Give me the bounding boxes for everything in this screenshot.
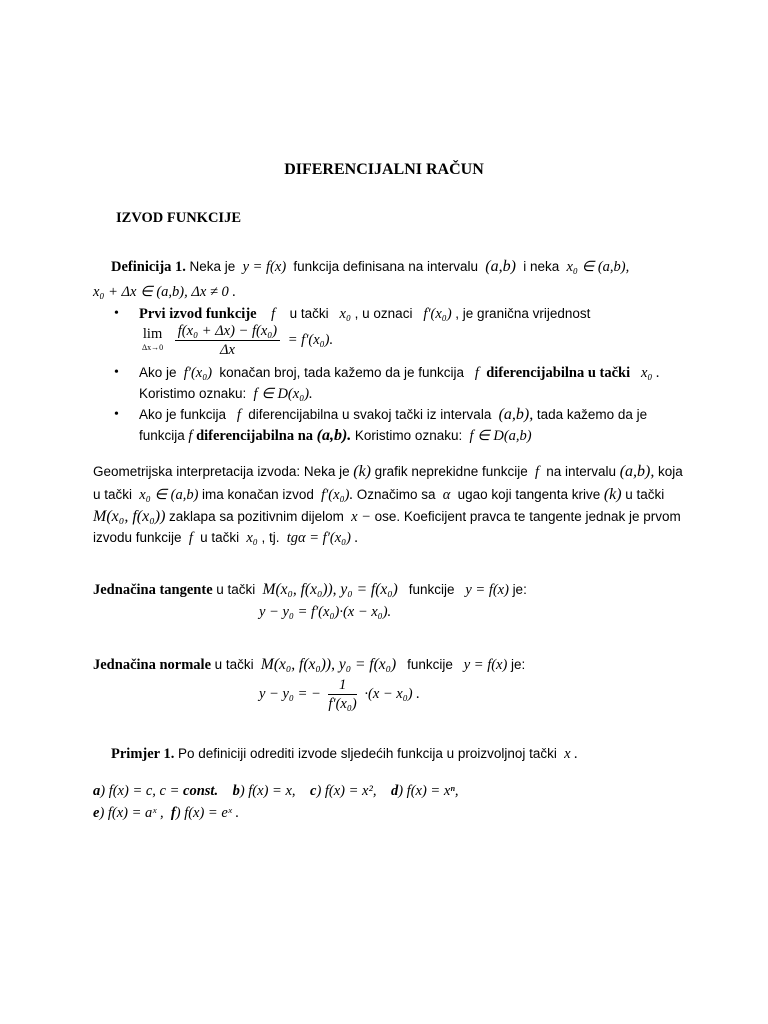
text: , tj. <box>261 530 280 545</box>
text: funkcije <box>408 582 455 597</box>
bold-text: Jednačina tangente <box>93 582 213 598</box>
math: f <box>534 464 540 480</box>
math: (k) <box>353 463 372 480</box>
math: (k) <box>603 486 622 503</box>
math: y = f(x) <box>463 657 508 673</box>
lim-subscript: Δx→0 <box>142 342 164 352</box>
math: y − y₀ = − <box>259 685 321 702</box>
bullet-3-line-1 <box>139 405 647 425</box>
text: ugao koji tangenta krive <box>457 487 601 502</box>
text: je: <box>510 657 526 672</box>
math: (a,b) <box>485 258 516 275</box>
math: f <box>271 306 276 322</box>
text: funkcija <box>139 428 185 443</box>
text: Neka je <box>189 259 236 274</box>
limit-formula <box>142 322 333 359</box>
math: x₀ . <box>641 365 660 381</box>
math: f ∈ D(a,b) <box>469 428 532 444</box>
task-expression: ) f(x) = eˣ . <box>175 805 240 821</box>
task-expression: ) f(x) = c, c = <box>100 783 184 799</box>
text: diferencijabilna u svakoj tački iz intervala <box>248 407 492 422</box>
math: M(x₀, f(x₀)), y₀ = f(x₀) <box>262 581 398 598</box>
task-label: b <box>232 783 240 799</box>
text: funkcija definisana na intervalu <box>293 259 479 274</box>
math: α <box>442 487 451 503</box>
geometry-line-1 <box>93 462 683 482</box>
task-label: a <box>93 783 101 799</box>
task-expression: const. <box>183 783 219 799</box>
bullet-icon: • <box>114 365 119 380</box>
text: Ako je funkcija <box>139 407 227 422</box>
task-expression: ) f(x) = aˣ , <box>99 805 164 821</box>
task-label: d <box>390 783 399 799</box>
math: f′(x₀) <box>423 306 452 322</box>
math: f ∈ D(x₀). <box>253 386 313 402</box>
text: u tački <box>214 657 254 672</box>
geometry-line-3 <box>93 507 681 527</box>
bullet-icon: • <box>114 407 119 422</box>
text: Po definiciji odrediti izvode sljedećih funkcija u proizvoljnoj tački <box>177 746 557 761</box>
page-title: DIFERENCIJALNI RAČUN <box>284 161 484 178</box>
task-label: e <box>93 805 100 821</box>
math: M(x₀, f(x₀)) <box>93 508 166 525</box>
text: zaklapa sa pozitivnim dijelom <box>169 509 344 524</box>
section-heading: IZVOD FUNKCIJE <box>116 210 241 226</box>
math: (a,b), <box>498 406 534 423</box>
bullet-2-line-1 <box>139 363 660 383</box>
text: Geometrijska interpretacija izvoda: Neka je <box>93 464 350 479</box>
math: f <box>188 530 193 546</box>
example-line <box>111 744 578 764</box>
text: Koristimo oznaku: <box>354 428 463 443</box>
geometry-line-4 <box>93 528 358 548</box>
text: i neka <box>523 259 560 274</box>
geometry-line-2 <box>93 485 664 505</box>
text: izvodu funkcije <box>93 530 182 545</box>
tasks-line-2 <box>93 803 239 823</box>
math: x₀ ∈ (a,b) <box>139 487 199 503</box>
math: x₀ ∈ (a,b), <box>566 259 630 275</box>
tangent-line-1 <box>93 580 527 600</box>
definition-line-2: x₀ + Δx ∈ (a,b), Δx ≠ 0 . <box>93 284 237 300</box>
tasks-line-1 <box>93 781 458 801</box>
bold-text: diferencijabilna u tački <box>486 365 631 381</box>
math: tgα = f′(x₀) . <box>286 530 359 546</box>
math: = f′(x₀). <box>287 331 334 348</box>
bullet-2-line-2 <box>139 384 313 404</box>
text: funkcije <box>407 657 453 672</box>
math: ·(x − x₀) . <box>364 685 420 702</box>
definition-line-1 <box>111 257 629 277</box>
text: , je granična vrijednost <box>455 306 591 321</box>
text: u tački <box>200 530 240 545</box>
math: f <box>236 407 241 423</box>
text: konačan broj, tada kažemo da je funkcija <box>219 365 465 380</box>
fraction-numerator: f(x₀ + Δx) − f(x₀) <box>175 322 280 341</box>
text: u tački <box>216 582 256 597</box>
text: Označimo sa <box>356 487 436 502</box>
task-label: c <box>310 783 317 799</box>
math: x − <box>351 509 371 525</box>
text: ose. Koeficijent pravca te tangente jednak je prvom <box>374 509 681 524</box>
bullet-1-line-1 <box>139 304 590 324</box>
bullet-icon: • <box>114 306 119 321</box>
math: x₀ <box>246 530 258 546</box>
text: Ako je <box>139 365 177 380</box>
text: ima konačan izvod <box>202 487 314 502</box>
normal-line-1 <box>93 655 525 675</box>
text: u tački <box>625 487 665 502</box>
math: y = f(x) <box>242 259 287 275</box>
fraction-denominator: f′(x₀) <box>328 696 357 712</box>
text: Koristimo oznaku: <box>139 386 247 401</box>
text: u tački <box>289 306 329 321</box>
task-label: f <box>170 805 176 821</box>
math: x₀ <box>339 306 352 322</box>
bold-text: diferencijabilna na <box>196 428 314 444</box>
math: f <box>188 428 193 444</box>
math: f′(x₀). <box>321 487 354 503</box>
lim-word: lim <box>142 325 163 342</box>
task-expression: ) f(x) = xⁿ, <box>398 783 459 799</box>
math: f <box>474 365 479 381</box>
normal-equation <box>259 676 420 713</box>
text: je: <box>512 582 527 597</box>
math: M(x₀, f(x₀)), y₀ = f(x₀) <box>260 656 397 673</box>
math: (a,b). <box>316 427 352 444</box>
tangent-equation: y − y₀ = f′(x₀)·(x − x₀). <box>259 604 392 620</box>
math: x . <box>564 746 578 762</box>
text: tada kažemo da je <box>536 407 648 422</box>
text: koja <box>657 464 683 479</box>
definition-label: Definicija 1. <box>111 259 186 275</box>
math: (a,b), <box>619 463 655 480</box>
bold-text: Primjer 1. <box>111 746 175 762</box>
text: , u oznaci <box>354 306 413 321</box>
bold-text: Prvi izvod funkcije <box>139 306 257 322</box>
text: na intervalu <box>546 464 617 479</box>
fraction-denominator: Δx <box>219 342 235 358</box>
math: y = f(x) <box>465 582 509 598</box>
math: f′(x₀) <box>183 365 213 381</box>
fraction-numerator: 1 <box>328 676 356 695</box>
task-expression: ) f(x) = x², <box>316 783 377 799</box>
bold-text: Jednačina normale <box>93 657 212 673</box>
bullet-3-line-2 <box>139 426 532 446</box>
text: u tački <box>93 487 133 502</box>
task-expression: ) f(x) = x, <box>239 783 296 799</box>
text: grafik neprekidne funkcije <box>374 464 528 479</box>
